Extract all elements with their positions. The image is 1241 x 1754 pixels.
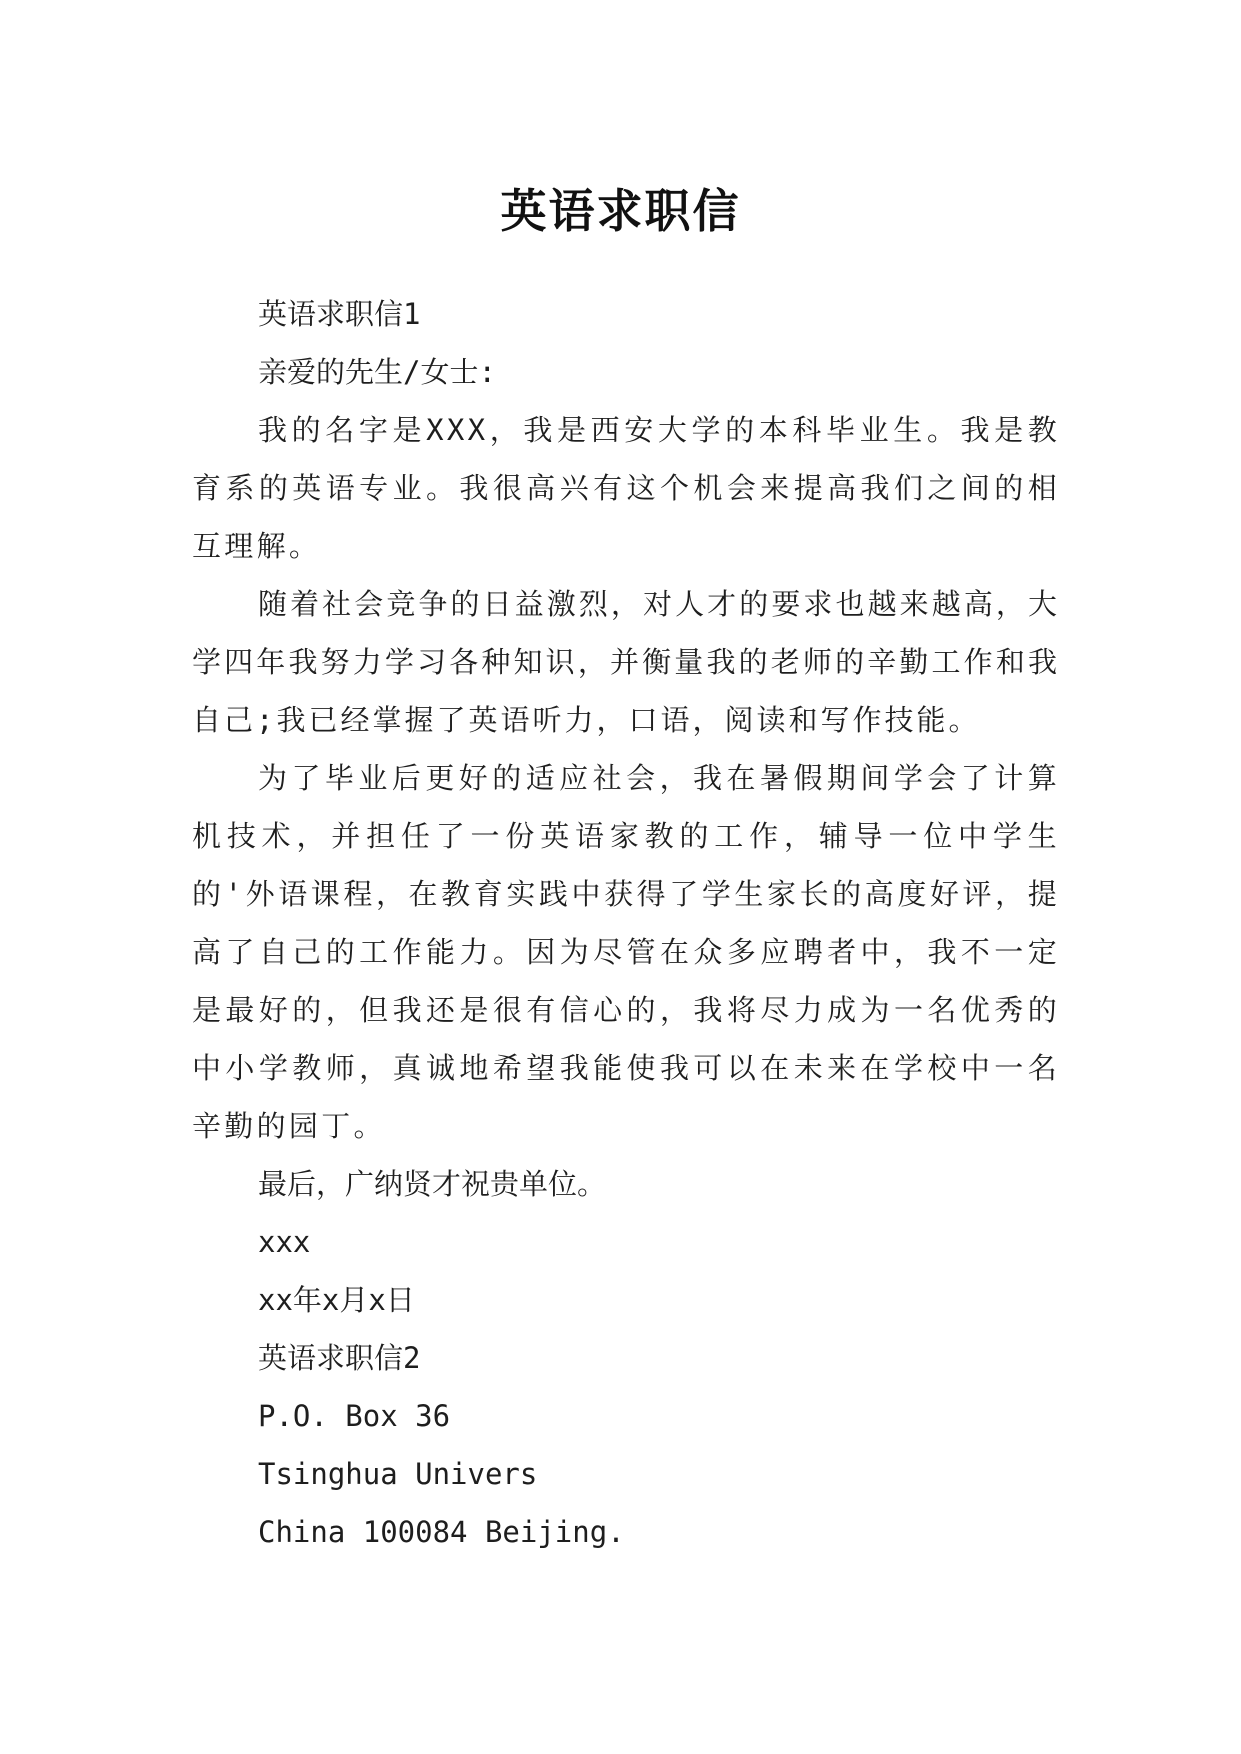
- letter1-salutation: 亲爱的先生/女士:: [258, 355, 496, 389]
- letter2-address-line-2: Tsinghua Univers: [258, 1457, 538, 1491]
- letter2-heading: 英语求职信2: [258, 1341, 421, 1375]
- letter1-paragraph-2: 随着社会竞争的日益激烈，对人才的要求也越来越高，大学四年我努力学习各种知识，并衡量我的老师的辛勤工作和我自己;我已经掌握了英语听力，口语，阅读和写作技能。: [192, 587, 1060, 737]
- letter1-date: xx年x月x日: [258, 1283, 415, 1317]
- document-title: 英语求职信: [500, 183, 741, 238]
- letter1-paragraph-3: 为了毕业后更好的适应社会，我在暑假期间学会了计算机技术，并担任了一份英语家教的工作，辅导一位中学生的'外语课程，在教育实践中获得了学生家长的高度好评，提高了自己的工作能力。因为尽管在众多应聘者中，我不一定是最好的，但我还是很有信心的，我将尽力成为一名优秀的中小学教师，真诚地希望我能使我可以在未来在学校中一名辛勤的园丁。: [192, 761, 1060, 1143]
- document-body: [192, 285, 1060, 1561]
- letter1-closing: 最后，广纳贤才祝贵单位。: [258, 1167, 607, 1201]
- letter2-address-line-1: P.O. Box 36: [258, 1399, 451, 1433]
- letter1-heading: 英语求职信1: [258, 297, 421, 331]
- letter1-signature: xxx: [258, 1225, 311, 1259]
- letter1-paragraph-1: 我的名字是XXX，我是西安大学的本科毕业生。我是教育系的英语专业。我很高兴有这个机会来提高我们之间的相互理解。: [192, 413, 1060, 563]
- letter2-address-line-3: China 100084 Beijing.: [258, 1515, 625, 1549]
